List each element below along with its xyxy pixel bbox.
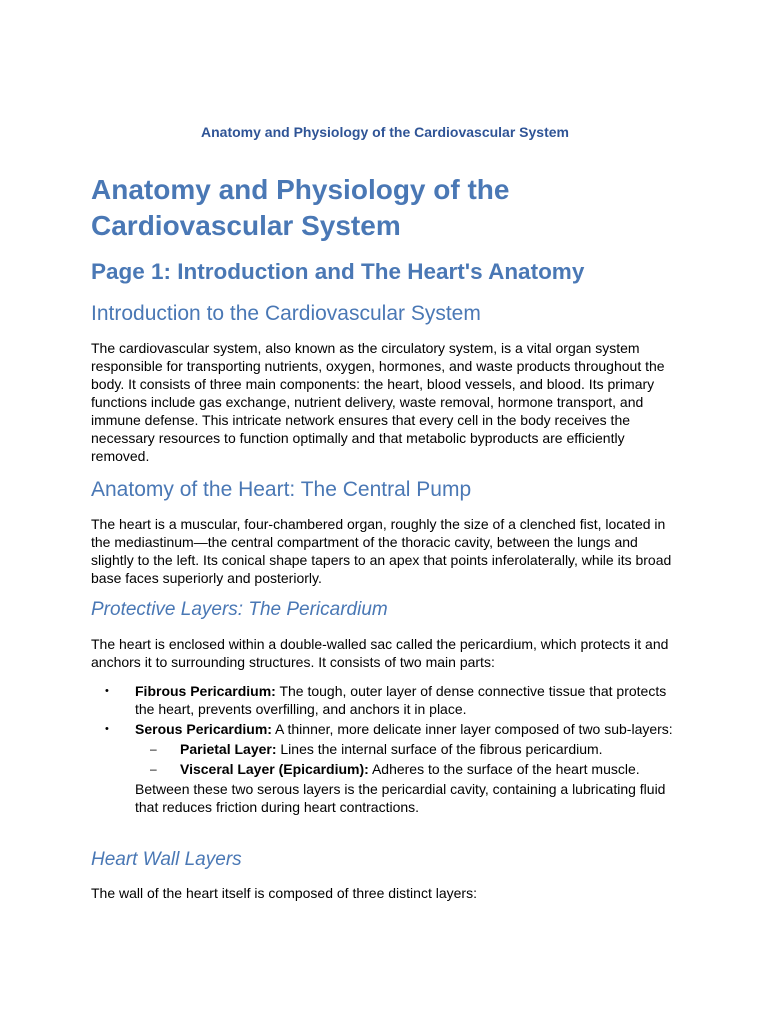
dash-bullet-icon: – — [150, 762, 157, 776]
pericardium-list — [91, 682, 679, 818]
intro-heading: Introduction to the Cardiovascular System — [91, 302, 481, 325]
running-header: Anatomy and Physiology of the Cardiovascular System — [201, 124, 569, 140]
serous-sublist — [135, 740, 679, 778]
intro-paragraph: The cardiovascular system, also known as the circulatory system, is a vital organ system responsible for transporting nutrients, oxygen, hormones, and waste products throughout the body. It consists of three main components: the heart, blood vessels, and blood. Its primary functions include gas exchange, nutrient delivery, waste removal, hormone transport, and immune defense. This intricate network ensures that every cell in the body receives the necessary resources to function optimally and that metabolic byproducts are efficiently removed. — [91, 340, 665, 464]
desc-parietal-layer: Lines the internal surface of the fibrous pericardium. — [276, 741, 603, 757]
sub-item-parietal-layer — [135, 740, 679, 758]
term-serous-pericardium: Serous Pericardium: — [135, 721, 272, 737]
heart-wall-paragraph: The wall of the heart itself is composed of three distinct layers: — [91, 885, 477, 901]
heart-wall-heading: Heart Wall Layers — [91, 849, 242, 870]
list-item-fibrous-pericardium — [91, 682, 679, 718]
term-fibrous-pericardium: Fibrous Pericardium: — [135, 683, 276, 699]
pericardium-paragraph: The heart is enclosed within a double-walled sac called the pericardium, which protects it and anchors it to surrounding structures. It consists of two main parts: — [91, 636, 669, 670]
list-item-serous-pericardium — [91, 720, 679, 816]
anatomy-heading: Anatomy of the Heart: The Central Pump — [91, 478, 472, 501]
sub-item-visceral-layer — [135, 760, 679, 778]
pericardium-heading: Protective Layers: The Pericardium — [91, 599, 388, 620]
bullet-icon: • — [105, 723, 109, 735]
bullet-icon: • — [105, 685, 109, 697]
desc-serous-pericardium: A thinner, more delicate inner layer composed of two sub-layers: — [271, 721, 673, 737]
anatomy-paragraph: The heart is a muscular, four-chambered organ, roughly the size of a clenched fist, located in the mediastinum—the central compartment of the thoracic cavity, between the lungs and slightly to the left. Its conical shape tapers to an apex that points inferolaterally, while its broad base faces superiorly and posteriorly. — [91, 516, 672, 586]
desc-fibrous-pericardium: The tough, outer layer of dense connective tissue that protects the heart, prevents overfilling, and anchors it in place. — [135, 683, 667, 717]
term-visceral-layer: Visceral Layer (Epicardium): — [180, 761, 369, 777]
dash-bullet-icon: – — [150, 742, 157, 756]
document-title: Anatomy and Physiology of the Cardiovascular System — [91, 174, 510, 241]
page-heading: Page 1: Introduction and The Heart's Anatomy — [91, 259, 585, 284]
desc-visceral-layer: Adheres to the surface of the heart muscle. — [368, 761, 640, 777]
term-parietal-layer: Parietal Layer: — [180, 741, 277, 757]
pericardial-cavity-note: Between these two serous layers is the pericardial cavity, containing a lubricating fluid that reduces friction during heart contractions. — [135, 781, 666, 815]
